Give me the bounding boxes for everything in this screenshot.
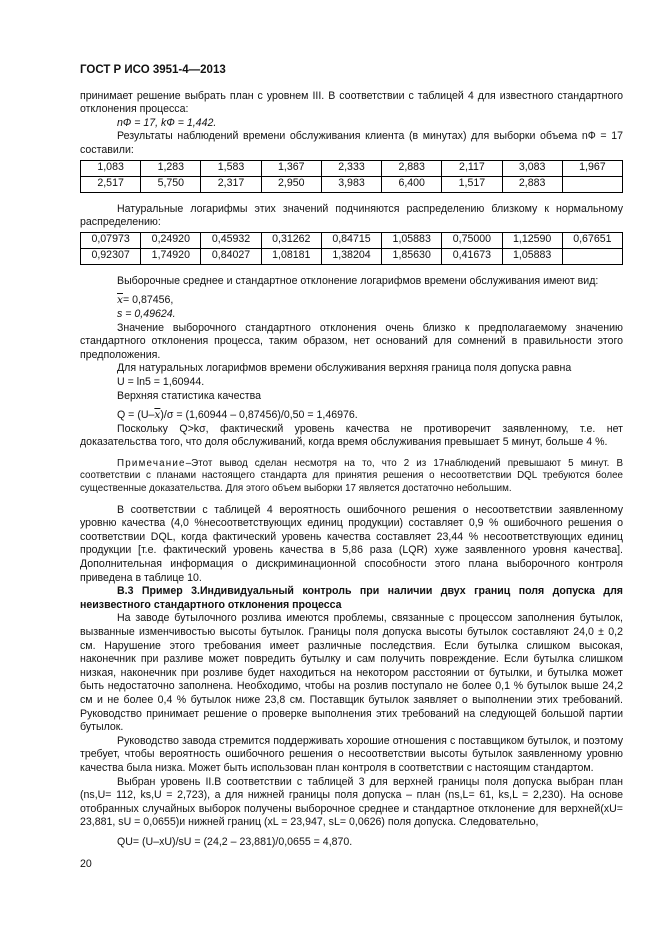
paragraph: Натуральные логарифмы этих значений подчиняются распределению близкому к нормальному распределению: bbox=[80, 202, 623, 229]
table-cell: 0,75000 bbox=[442, 232, 502, 248]
table-cell: 1,38204 bbox=[321, 248, 381, 264]
document-page bbox=[80, 64, 623, 871]
table-cell: 1,05883 bbox=[382, 232, 442, 248]
paragraph: В соответствии с таблицей 4 вероятность ошибочного решения о несоответствии заявленному уровню качества (4,0 %несоответствующих единиц продукции) составляет 0,9 % ошибочного решения о соответствии DQL, когда фактический уровень качества составляет 23,44 % несоответствующих единиц продукции [т.е. фактический уровень качества в 5,86 раза (LQR) хуже заявленного уровня качества]. Дополнительная информация о дискриминационной способности этого плана выборочного контроля приведена в таблице 10. bbox=[80, 503, 623, 584]
formula-part: Q = (U– bbox=[117, 409, 155, 422]
table-row bbox=[81, 232, 623, 248]
table-cell: 1,12590 bbox=[502, 232, 562, 248]
table-cell: 0,45932 bbox=[201, 232, 261, 248]
table-cell bbox=[562, 248, 622, 264]
formula-q bbox=[80, 409, 623, 423]
paragraph: На заводе бутылочного розлива имеются проблемы, связанные с процессом заполнения бутылок, вызванные изменчивостью высоты бутылок. Границы поля допуска высоты бутылок составляют 24,0 ± 0,2 см. Нарушение этого требования имеет различные последствия. Если бутылка слишком высокая, наконечник при разливе может повредить бутылку и сам получить повреждение. Если бутылка слишком низкая, наконечник при розливе будет находиться на некотором расстоянии от бутылки, и бутылка может быть недостаточно заполнена. Необходимо, чтобы на розлив поступало не более 0,1 % бутылок выше 24,2 см и не более 0,4 % бутылок ниже 23,8 см. Поставщик бутылок заявляет о выполнении этих требований. Руководство принимает решение о проверке выполнения этих требований на следующей большой партии бутылок. bbox=[80, 612, 623, 734]
table-cell: 2,117 bbox=[442, 160, 502, 176]
section-heading: В.3 Пример 3.Индивидуальный контроль при наличии двух границ поля допуска для неизвестного стандартного отклонения процесса bbox=[80, 585, 623, 611]
table-cell: 1,05883 bbox=[502, 248, 562, 264]
observations-table bbox=[80, 160, 623, 193]
table-cell: 6,400 bbox=[382, 176, 442, 192]
paragraph: Выборочные среднее и стандартное отклонение логарифмов времени обслуживания имеют вид: bbox=[117, 274, 599, 287]
formula-qu: QU= (U–xU)/sU = (24,2 – 23,881)/0,0655 = 4,870. bbox=[117, 835, 353, 848]
table-cell: 0,67651 bbox=[562, 232, 622, 248]
table-cell: 1,283 bbox=[141, 160, 201, 176]
table-cell: 1,517 bbox=[442, 176, 502, 192]
xbar-symbol: $\overline{x}$ bbox=[117, 294, 123, 307]
table-row bbox=[81, 248, 623, 264]
table-row bbox=[81, 176, 623, 192]
table-cell: 0,84715 bbox=[321, 232, 381, 248]
paragraph: Выбран уровень II.В соответствии с таблицей 3 для верхней границы поля допуска выбран план (ns,U= 112, ks,U = 2,723), а для нижней границы поля допуска – план (ns,L= 61, ks,L = 2,230). На основе отобранных случайных выборок получены выборочное среднее и стандартное отклонение для верхней(xU= 23,881, sU = 0,0655)и нижней границ (xL = 23,947, sL= 0,0626) поля допуска. Следовательно, bbox=[80, 775, 623, 829]
table-row bbox=[81, 160, 623, 176]
table-cell: 1,08181 bbox=[261, 248, 321, 264]
formula-sd: s = 0,49624. bbox=[117, 307, 176, 320]
paragraph: Руководство завода стремится поддерживать хорошие отношения с поставщиком бутылок, и поэтому требует, чтобы вероятность ошибочного решения о несоответствии высоты бутылок заявленному уровню качества была низка. Может быть использован план контроля в соответствии с настоящим стандартом. bbox=[80, 734, 623, 774]
table-cell: 1,367 bbox=[261, 160, 321, 176]
table-cell: 5,750 bbox=[141, 176, 201, 192]
table-cell: 3,083 bbox=[502, 160, 562, 176]
table-cell: 0,92307 bbox=[81, 248, 141, 264]
table-cell: 0,24920 bbox=[141, 232, 201, 248]
table-cell: 1,74920 bbox=[141, 248, 201, 264]
paragraph: Для натуральных логарифмов времени обслуживания верхняя граница поля допуска равна bbox=[117, 362, 572, 375]
table-cell: 2,883 bbox=[382, 160, 442, 176]
table-cell: 1,967 bbox=[562, 160, 622, 176]
table-cell: 2,950 bbox=[261, 176, 321, 192]
formula-value: = 0,87456, bbox=[122, 294, 174, 307]
note bbox=[80, 458, 623, 496]
table-cell: 0,07973 bbox=[81, 232, 141, 248]
note-label: Примечание bbox=[117, 457, 186, 469]
formula-u: U = ln5 = 1,60944. bbox=[117, 375, 205, 388]
logarithms-table bbox=[80, 232, 623, 265]
page-number: 20 bbox=[80, 857, 92, 870]
table-cell: 1,083 bbox=[81, 160, 141, 176]
table-cell: 3,983 bbox=[321, 176, 381, 192]
paragraph: принимает решение выбрать план с уровнем III. В соответствии с таблицей 4 для известного стандартного отклонения процесса: bbox=[80, 89, 623, 116]
formula: nФ = 17, kФ = 1,442. bbox=[117, 116, 217, 129]
note-text: –Этот вывод сделан несмотря на то, что 2 из 17наблюдений превышают 5 минут. В соответствии с планами настоящего стандарта для принятия решения о несоответствии DQL требуются более существенные доказательства. Для этого объем выборки 17 является достаточно небольшим. bbox=[80, 457, 623, 495]
paragraph: Значение выборочного стандартного отклонения очень близко к предполагаемому значению стандартного отклонения процесса, таким образом, нет оснований для сомнений в правильности этого предположения. bbox=[80, 321, 623, 361]
table-cell: 0,41673 bbox=[442, 248, 502, 264]
paragraph: Результаты наблюдений времени обслуживания клиента (в минутах) для выборки объема nФ = 17 составили: bbox=[80, 130, 623, 156]
table-cell: 2,883 bbox=[502, 176, 562, 192]
paragraph: Верхняя статистика качества bbox=[117, 389, 262, 402]
document-header: ГОСТ Р ИСО 3951-4—2013 bbox=[80, 64, 226, 76]
table-cell: 2,517 bbox=[81, 176, 141, 192]
xbar-symbol: $\overline{x}$ bbox=[154, 409, 161, 422]
table-cell bbox=[562, 176, 622, 192]
table-cell: 1,583 bbox=[201, 160, 261, 176]
table-cell: 0,84027 bbox=[201, 248, 261, 264]
table-cell: 1,85630 bbox=[382, 248, 442, 264]
table-cell: 0,31262 bbox=[261, 232, 321, 248]
table-cell: 2,317 bbox=[201, 176, 261, 192]
formula-mean bbox=[80, 294, 623, 308]
paragraph: Поскольку Q>kσ, фактический уровень качества не противоречит заявленному, т.е. нет доказательства того, что доля обслуживаний, когда время обслуживания превышает 5 минут, больше 4 %. bbox=[80, 422, 623, 449]
formula-part: )/σ = (1,60944 – 0,87456)/0,50 = 1,46976. bbox=[160, 409, 358, 422]
table-cell: 2,333 bbox=[321, 160, 381, 176]
